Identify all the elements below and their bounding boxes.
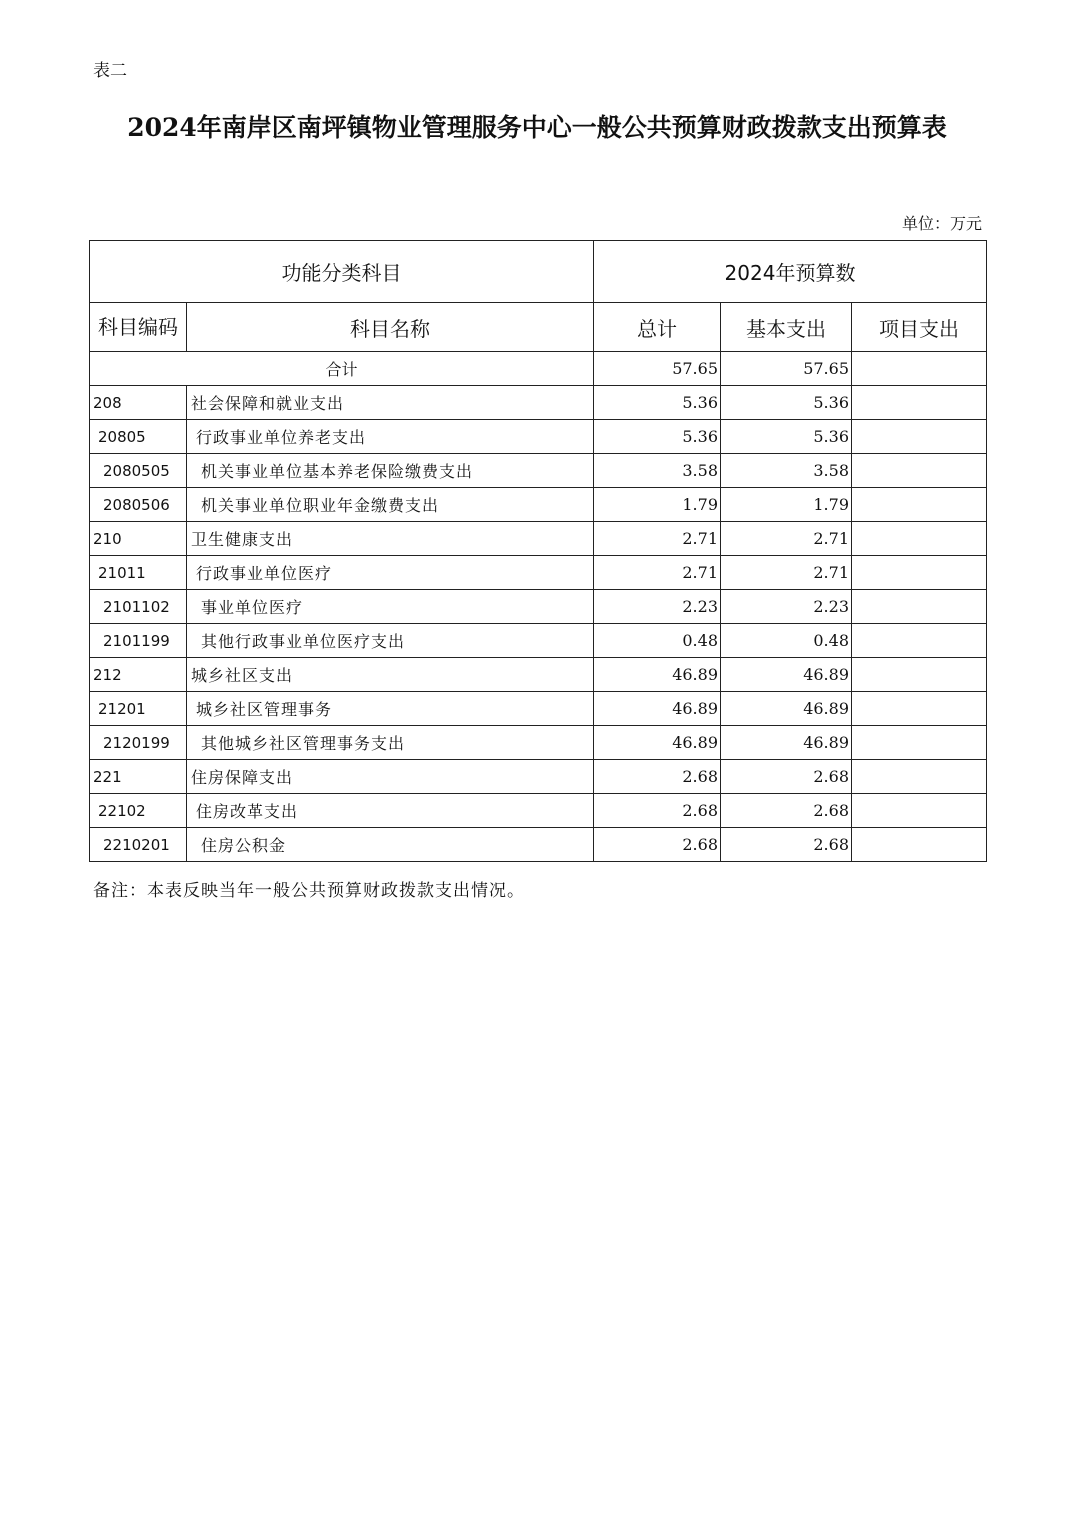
table-row [90, 420, 987, 454]
row-code: 210 [90, 522, 187, 556]
row-total: 3.58 [594, 454, 721, 488]
unit-label: 单位：万元 [901, 214, 982, 233]
row-total: 46.89 [594, 726, 721, 760]
row-name: 城乡社区支出 [187, 658, 594, 692]
row-basic: 0.48 [721, 624, 852, 658]
row-basic: 1.79 [721, 488, 852, 522]
row-total: 1.79 [594, 488, 721, 522]
header-subject-code: 科目编码 [90, 303, 187, 352]
row-total: 2.68 [594, 794, 721, 828]
row-code: 2080505 [90, 454, 187, 488]
row-code: 208 [90, 386, 187, 420]
row-name: 住房保障支出 [187, 760, 594, 794]
row-basic: 2.71 [721, 522, 852, 556]
row-name: 行政事业单位养老支出 [187, 420, 594, 454]
row-project [852, 658, 987, 692]
row-total: 0.48 [594, 624, 721, 658]
row-code: 21011 [90, 556, 187, 590]
table-row [90, 760, 987, 794]
row-code: 2101199 [90, 624, 187, 658]
row-code: 20805 [90, 420, 187, 454]
table-note: 备注：本表反映当年一般公共预算财政拨款支出情况。 [93, 881, 525, 901]
row-name: 社会保障和就业支出 [187, 386, 594, 420]
table-row [90, 556, 987, 590]
total-row-total: 57.65 [594, 352, 721, 386]
row-basic: 2.23 [721, 590, 852, 624]
row-name: 机关事业单位基本养老保险缴费支出 [187, 454, 594, 488]
row-project [852, 488, 987, 522]
table-row [90, 658, 987, 692]
row-name: 住房改革支出 [187, 794, 594, 828]
row-project [852, 828, 987, 862]
row-basic: 46.89 [721, 726, 852, 760]
total-row-basic: 57.65 [721, 352, 852, 386]
row-total: 46.89 [594, 692, 721, 726]
row-total: 2.23 [594, 590, 721, 624]
total-row-project [852, 352, 987, 386]
row-basic: 3.58 [721, 454, 852, 488]
row-basic: 2.68 [721, 760, 852, 794]
row-project [852, 726, 987, 760]
row-project [852, 386, 987, 420]
row-project [852, 590, 987, 624]
row-name: 机关事业单位职业年金缴费支出 [187, 488, 594, 522]
row-basic: 46.89 [721, 692, 852, 726]
row-basic: 2.68 [721, 794, 852, 828]
page-title: 2024年南岸区南坪镇物业管理服务中心一般公共预算财政拨款支出预算表 [127, 113, 947, 142]
row-name: 卫生健康支出 [187, 522, 594, 556]
row-name: 事业单位医疗 [187, 590, 594, 624]
row-total: 5.36 [594, 386, 721, 420]
header-budget-year: 2024年预算数 [594, 241, 987, 303]
row-basic: 2.68 [721, 828, 852, 862]
row-code: 22102 [90, 794, 187, 828]
row-total: 46.89 [594, 658, 721, 692]
row-code: 2210201 [90, 828, 187, 862]
header-functional-category: 功能分类科目 [90, 241, 594, 303]
row-basic: 2.71 [721, 556, 852, 590]
row-name: 住房公积金 [187, 828, 594, 862]
row-code: 21201 [90, 692, 187, 726]
table-row [90, 726, 987, 760]
budget-table [89, 240, 987, 862]
row-name: 其他城乡社区管理事务支出 [187, 726, 594, 760]
row-project [852, 794, 987, 828]
table-row [90, 624, 987, 658]
row-basic: 5.36 [721, 420, 852, 454]
header-basic-expenditure: 基本支出 [721, 303, 852, 352]
row-project [852, 454, 987, 488]
row-project [852, 760, 987, 794]
row-total: 5.36 [594, 420, 721, 454]
header-project-expenditure: 项目支出 [852, 303, 987, 352]
table-row [90, 828, 987, 862]
row-project [852, 692, 987, 726]
row-total: 2.71 [594, 522, 721, 556]
row-project [852, 624, 987, 658]
row-code: 212 [90, 658, 187, 692]
table-row [90, 454, 987, 488]
row-code: 2080506 [90, 488, 187, 522]
row-project [852, 420, 987, 454]
row-code: 2101102 [90, 590, 187, 624]
row-project [852, 556, 987, 590]
row-name: 其他行政事业单位医疗支出 [187, 624, 594, 658]
row-basic: 46.89 [721, 658, 852, 692]
row-project [852, 522, 987, 556]
table-row [90, 488, 987, 522]
row-basic: 5.36 [721, 386, 852, 420]
table-row [90, 386, 987, 420]
row-name: 城乡社区管理事务 [187, 692, 594, 726]
table-label: 表二 [93, 61, 127, 81]
table-row [90, 692, 987, 726]
row-total: 2.68 [594, 760, 721, 794]
total-row-label: 合计 [90, 352, 594, 386]
row-code: 2120199 [90, 726, 187, 760]
row-name: 行政事业单位医疗 [187, 556, 594, 590]
header-subject-name: 科目名称 [187, 303, 594, 352]
row-total: 2.68 [594, 828, 721, 862]
table-row [90, 794, 987, 828]
table-row [90, 522, 987, 556]
table-row [90, 590, 987, 624]
total-row [90, 352, 987, 386]
header-total: 总计 [594, 303, 721, 352]
row-code: 221 [90, 760, 187, 794]
row-total: 2.71 [594, 556, 721, 590]
